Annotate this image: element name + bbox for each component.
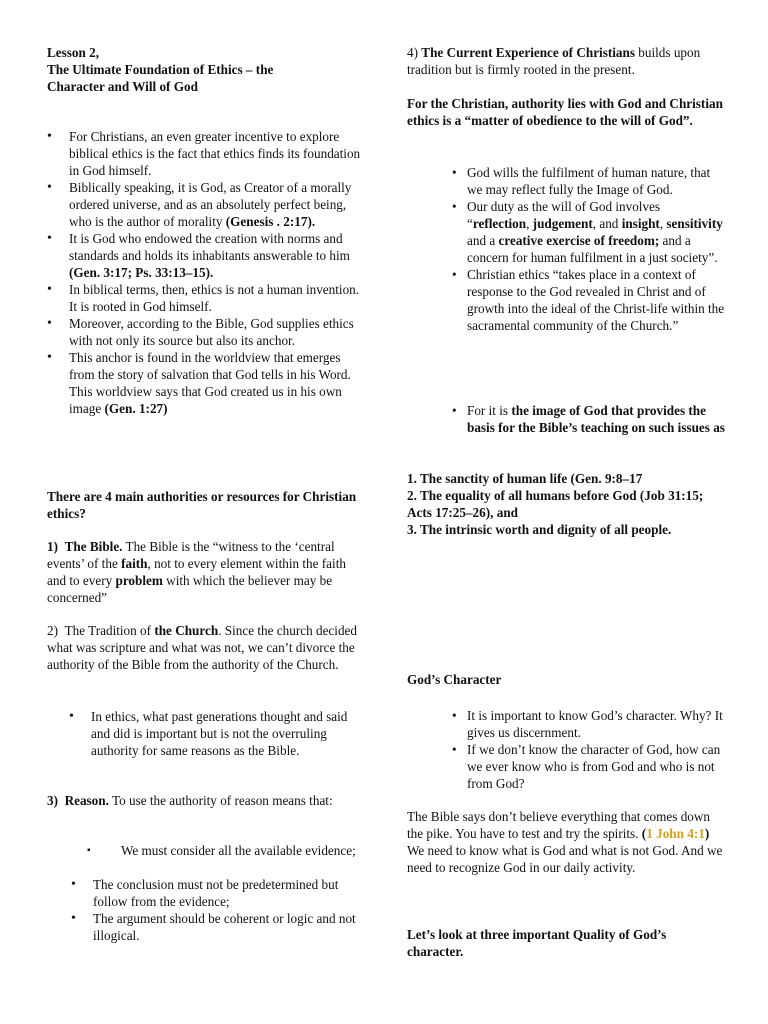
reason-square-item: ▪ We must consider all the available evidence; [87,842,362,859]
will-bullet: • God wills the fulfilment of human nature, that we may reflect fully the Image of God. [452,165,711,197]
bible-says-paragraph: The Bible says don’t believe everything that comes down the pike. You have to test and try the spirits. (1 John 4:1) We need to know what is God and what is not God. And we need to recognize God in our daily activity. [407,809,723,875]
reason-bullet: • The conclusion must not be predetermined but follow from the evidence; [71,876,362,910]
reason-square-list [47,842,362,859]
authority-tradition: 2) The Tradition of the Church. Since the church decided what was scripture and what was not, we can’t divorce the authority of the Bible from the authority of the Church. [47,623,357,672]
issue-item: 1. The sanctity of human life (Gen. 9:8–17 [407,471,643,486]
will-of-god-bullet-list [407,164,725,334]
character-bullet: • If we don’t know the character of God, how can we ever know who is from God and who is not from God? [452,742,721,791]
intro-bullet-list [47,128,362,417]
bullet-icon: • [452,199,457,214]
lesson-title-line-2: Character and Will of God [47,79,198,94]
lesson-number: Lesson 2, [47,45,100,60]
scripture-ref: (Gen. 1:27) [104,401,168,416]
character-bullet: • It is important to know God’s character. Why? It gives us discernment. [452,708,723,740]
reason-bullet: • The argument should be coherent or logic and not illogical. [71,910,362,944]
intro-bullet: • Biblically speaking, it is God, as Creator of a morally ordered universe, and as an absolutely perfect being, who is the author of morality (Genesis . 2:17). [47,179,362,230]
character-bullet-list [407,707,725,792]
intro-bullet: • For Christians, an even greater incentive to explore biblical ethics is the fact that ethics finds its foundation in God himself. [47,128,362,179]
scripture-ref: (Gen. 3:17; Ps. 33:13–15). [69,265,214,280]
authority-statement: For the Christian, authority lies with God and Christian ethics is a “matter of obedience to the will of God”. [407,96,723,128]
bullet-icon: • [452,165,457,180]
bullet-icon: • [452,742,457,757]
bullet-icon: • [452,708,457,723]
reason-bullet-list [47,876,362,944]
intro-bullet: • It is God who endowed the creation with norms and standards and holds its inhabitants answerable to him (Gen. 3:17; Ps. 33:13–15). [47,230,362,281]
bullet-icon: • [452,267,457,282]
will-bullet: • Christian ethics “takes place in a context of response to the God revealed in Christ and of growth into the ideal of the Christ-life within the sacramental community of the Church.” [452,267,725,333]
authority-reason: 3) Reason. To use the authority of reason means that: [47,793,333,808]
issues-list [407,470,725,538]
scripture-ref: (Genesis . 2:17). [225,214,316,229]
intro-bullet: • Moreover, according to the Bible, God supplies ethics with not only its source but also its anchor. [47,315,362,349]
intro-bullet: • In biblical terms, then, ethics is not a human invention. It is rooted in God himself. [47,281,362,315]
tradition-bullet: • In ethics, what past generations thought and said and did is important but is not the overruling authority for same reasons as the Bible. [69,708,362,759]
authority-experience: 4) The Current Experience of Christians builds upon tradition but is firmly rooted in the present. [407,45,701,77]
issue-item: 2. The equality of all humans before God (Job 31:15; Acts 17:25–26), and [407,488,704,520]
will-bullet: • Our duty as the will of God involves “reflection, judgement, and insight, sensitivity and a creative exercise of freedom; and a concern for human fulfilment in a just society”. [452,199,723,265]
closing-statement: Let’s look at three important Quality of God’s character. [407,927,667,959]
authority-bible: 1) The Bible. The Bible is the “witness to the ‘central events’ of the faith, not to every element within the faith and to every problem with which the believer may be concerned” [47,539,346,605]
scripture-ref-link: 1 John 4:1 [646,826,705,841]
intro-bullet: • This anchor is found in the worldview that emerges from the story of salvation that God tells in his Word. This worldview says that God created us in his own image (Gen. 1:27) [47,349,362,417]
lesson-title-line-1: The Ultimate Foundation of Ethics – the [47,62,274,77]
bullet-icon: • [452,403,457,418]
character-heading: God’s Character [407,672,502,687]
tradition-bullet-list [47,708,362,759]
issue-item: 3. The intrinsic worth and dignity of all people. [407,522,672,537]
lesson-heading [47,44,362,95]
image-of-god-bullet-list [407,402,725,436]
image-of-god-bullet: • For it is the image of God that provides the basis for the Bible’s teaching on such issues as [452,403,725,435]
authorities-question: There are 4 main authorities or resources for Christian ethics? [47,489,357,521]
